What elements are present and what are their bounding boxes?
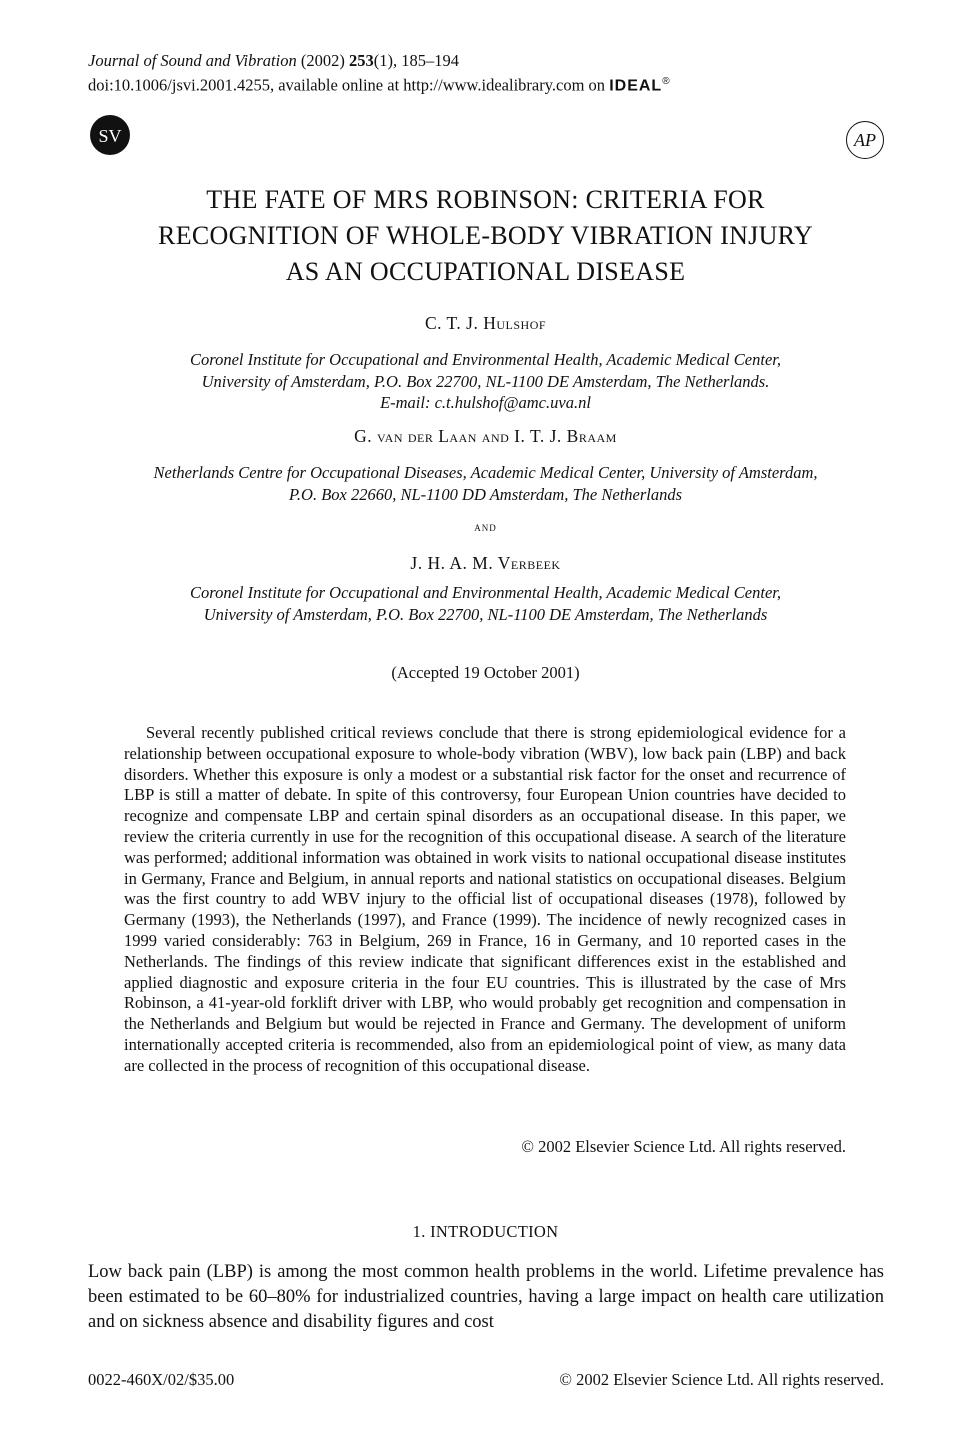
journal-volume: 253 bbox=[348, 51, 374, 70]
accepted-date: (Accepted 19 October 2001) bbox=[391, 663, 580, 682]
doi-text: doi:10.1006/jsvi.2001.4255, available online at http://www.idealibrary.com on bbox=[88, 75, 606, 95]
author-2-3-affiliation: Netherlands Centre for Occupational Diseases, Academic Medical Center, University of Amsterdam, P.O. Box 22660, NL-1100 DD Amsterdam, The Netherlands bbox=[153, 463, 818, 504]
footer-issn-price: 0022-460X/02/$35.00 bbox=[88, 1370, 235, 1389]
title-line: RECOGNITION OF WHOLE-BODY VIBRATION INJURY bbox=[158, 221, 813, 250]
publisher-logo-ap: AP bbox=[846, 121, 884, 159]
author-4-affiliation: Coronel Institute for Occupational and Environmental Health, Academic Medical Center, University of Amsterdam, P.O. Box 22700, NL-1100 DE Amsterdam, The Netherlands bbox=[190, 583, 781, 624]
doi-line bbox=[88, 71, 671, 96]
journal-header bbox=[88, 50, 671, 96]
journal-year: (2002) bbox=[300, 51, 345, 70]
abstract-copyright: © 2002 Elsevier Science Ltd. All rights reserved. bbox=[521, 1137, 846, 1156]
publisher-logo-sv: SV bbox=[90, 115, 130, 155]
author-1-email: E-mail: c.t.hulshof@amc.uva.nl bbox=[380, 393, 591, 412]
author-1-affiliation: Coronel Institute for Occupational and Environmental Health, Academic Medical Center, University of Amsterdam, P.O. Box 22700, NL-1100 DE Amsterdam, The Netherlands. E-mail: c.t.hulshof@amc.uva.nl bbox=[60, 349, 911, 414]
journal-name: Journal of Sound and Vibration bbox=[88, 51, 297, 70]
author-4: J. H. A. M. Verbeek bbox=[410, 553, 561, 573]
paper-title bbox=[60, 182, 911, 290]
ideal-logo: IDEAL® bbox=[609, 76, 671, 95]
authors-and-separator: and bbox=[474, 519, 497, 534]
author-1: C. T. J. Hulshof bbox=[424, 313, 547, 333]
abstract: Several recently published critical reviews conclude that there is strong epidemiological evidence for a relationship between occupational exposure to whole-body vibration (WBV), low back pain (LBP) and back disorders. Whether this exposure is only a modest or a substantial risk factor for the onset and recurrence of LBP is still a matter of debate. In spite of this controversy, four European Union countries have decided to recognize and compensate LBP and certain spinal disorders as an occupational disease. In this paper, we review the criteria currently in use for the recognition of this occupational disease. A search of the literature was performed; additional information was obtained in work visits to national occupational disease institutes in Germany, France and Belgium, in annual reports and national statistics on occupational diseases. Belgium was the first country to add WBV injury to the official list of occupational diseases (1978), followed by Germany (1993), the Netherlands (1997), and France (1999). The incidence of newly recognized cases in 1999 varied considerably: 763 in Belgium, 269 in France, 16 in Germany, and 10 reported cases in the Netherlands. The findings of this review indicate that significant differences exist in the established and applied diagnostic and exposure criteria in the four EU countries. This is illustrated by the case of Mrs Robinson, a 41-year-old forklift driver with LBP, who would probably get recognition and compensation in the Netherlands and Belgium but would be rejected in France and Germany. The development of uniform internationally accepted criteria is recommended, also from an epidemiological point of view, as many data are collected in the process of recognition of this occupational disease. bbox=[124, 723, 846, 1075]
title-line: THE FATE OF MRS ROBINSON: CRITERIA FOR bbox=[206, 185, 765, 214]
footer-copyright: © 2002 Elsevier Science Ltd. All rights reserved. bbox=[559, 1370, 884, 1389]
section-heading: 1. INTRODUCTION bbox=[412, 1222, 559, 1241]
title-line: AS AN OCCUPATIONAL DISEASE bbox=[285, 257, 686, 286]
journal-issue-pages: (1), 185–194 bbox=[373, 51, 459, 70]
author-2-3: G. van der Laan and I. T. J. Braam bbox=[354, 426, 617, 446]
citation-line bbox=[88, 50, 671, 71]
intro-paragraph: Low back pain (LBP) is among the most common health problems in the world. Lifetime prevalence has been estimated to be 60–80% for industrialized countries, having a large impact on health care utilization and on sickness absence and disability figures and cost bbox=[88, 1262, 884, 1332]
